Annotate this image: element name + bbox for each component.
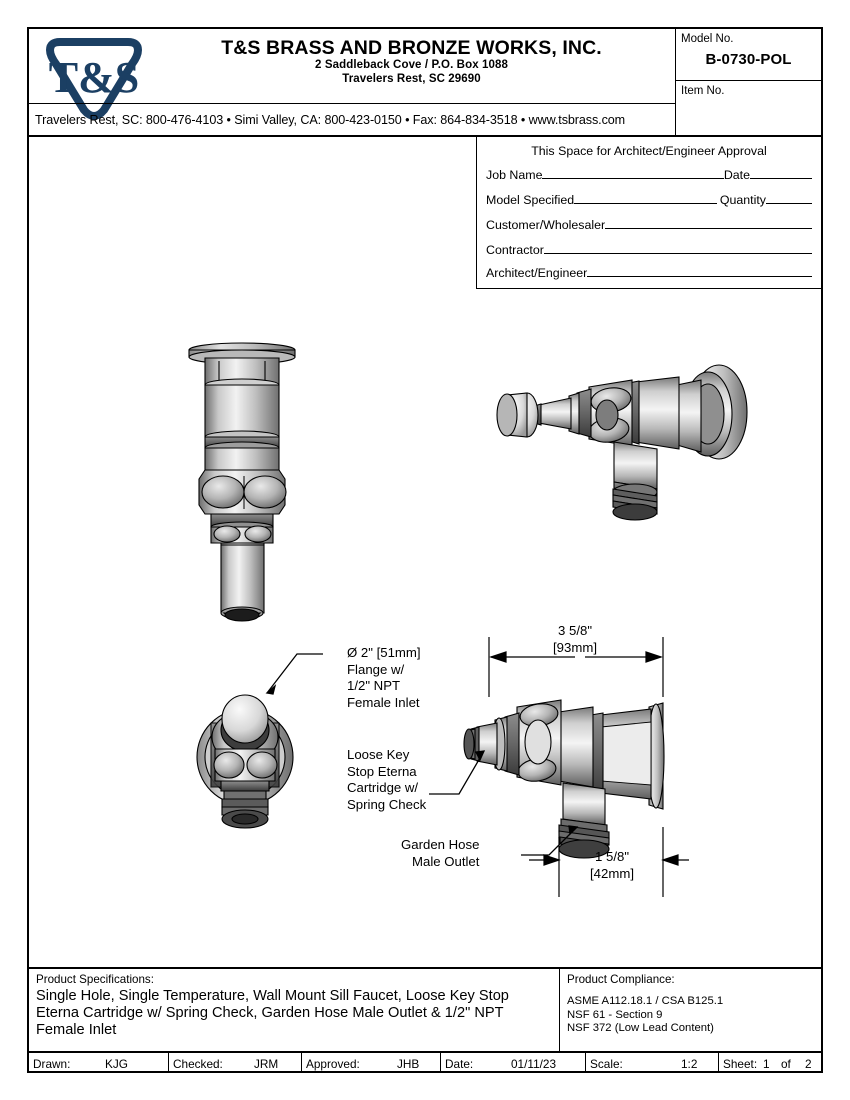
specifications-block [29,967,821,1051]
dim-outlet-imperial: 1 5/8" [594,849,629,864]
callout-cartridge-line2: Stop Eterna [347,763,417,779]
date-label: Date [723,168,750,182]
dimension-outlet-drop [564,849,660,882]
callout-cartridge-line4: Spring Check [347,796,427,812]
dim-overall-imperial: 3 5/8" [557,623,592,638]
page-header [29,29,821,137]
company-address-line2: Travelers Rest, SC 29690 [342,72,481,85]
product-specifications-text: Single Hole, Single Temperature, Wall Mount Sill Faucet, Loose Key Stop Eterna Cartridge w/ Spring Check, Garden Hose Male Outlet & 1/2" NPT Female Inlet [36,988,509,1038]
callout-garden-hose-line2: Male Outlet [412,853,480,869]
callout-cartridge-line3: Cartridge w/ [347,780,419,795]
quantity-label: Quantity [719,193,766,207]
drawing-vertical-view [189,343,295,621]
drawing-front-view [197,695,293,828]
contractor-label: Contractor [486,243,544,257]
sheet-value: 1 [763,1057,770,1071]
sheet-total: 2 [805,1057,812,1071]
compliance-item-3: NSF 372 (Low Lead Content) [567,1022,714,1035]
model-specified-label: Model Specified [486,193,575,207]
contact-info: Travelers Rest, SC: 800-476-4103 • Simi Valley, CA: 800-423-0150 • Fax: 864-834-3518 • www.tsbrass.com [35,113,626,127]
callout-cartridge-line1: Loose Key [347,747,410,762]
contact-row [29,103,675,135]
company-block [154,37,669,86]
product-specifications [29,969,559,1051]
drawing-side-view [464,700,664,858]
model-no-cell [676,29,821,81]
sheet-label: Sheet: [723,1057,758,1071]
titleblock-sheet [719,1053,821,1073]
approved-value: JHB [397,1057,420,1071]
dim-outlet-metric: [42mm] [590,865,634,881]
logo-text: T&S [48,53,140,102]
product-compliance-title: Product Compliance: [567,973,675,986]
callout-flange-line1: Ø 2" [51mm] [347,645,421,660]
titleblock-date [441,1053,586,1073]
drawn-label: Drawn: [33,1057,71,1071]
compliance-item-1: ASME A112.18.1 / CSA B125.1 [567,995,724,1007]
product-specifications-title: Product Specifications: [36,973,154,986]
callout-flange [347,645,421,711]
checked-value: JRM [254,1057,279,1071]
callout-flange-line3: 1/2" NPT [347,678,401,693]
callout-flange-line4: Female Inlet [347,694,420,710]
title-block [29,1051,821,1073]
titleblock-drawn [29,1053,169,1073]
sheet-of-label: of [781,1057,791,1071]
customer-wholesaler-label: Customer/Wholesaler [486,218,606,232]
drawing-area [29,137,821,967]
dimension-overall-length [525,623,625,656]
drawing-isometric-view [497,365,747,567]
date-value: 01/11/23 [511,1057,557,1071]
header-left [29,29,675,135]
callout-cartridge [347,747,426,813]
drawn-value: KJG [105,1057,128,1071]
header-right [675,29,821,135]
dim-overall-metric: [93mm] [553,639,597,655]
titleblock-scale [586,1053,719,1073]
compliance-item-2: NSF 61 - Section 9 [567,1008,663,1021]
approval-title: This Space for Architect/Engineer Approval [531,144,767,158]
product-compliance [559,969,821,1051]
callout-garden-hose [401,837,479,870]
architect-engineer-label: Architect/Engineer [486,266,588,280]
spec-sheet-page [27,27,823,1073]
scale-value: 1:2 [681,1057,698,1071]
titleblock-approved [302,1053,441,1073]
date-label-tb: Date: [445,1057,474,1071]
scale-label: Scale: [590,1057,623,1071]
job-name-label: Job Name [486,168,543,182]
callout-garden-hose-line1: Garden Hose [401,837,480,852]
callout-flange-line2: Flange w/ [347,661,405,677]
titleblock-checked [169,1053,302,1073]
item-no-cell [676,81,821,135]
model-no-value: B-0730-POL [705,51,792,68]
company-address-line1: 2 Saddleback Cove / P.O. Box 1088 [315,59,508,71]
model-no-label: Model No. [681,33,734,45]
product-compliance-list [567,995,815,1036]
item-no-label: Item No. [681,85,725,97]
checked-label: Checked: [173,1057,223,1071]
approved-label: Approved: [306,1057,360,1071]
company-name: T&S BRASS AND BRONZE WORKS, INC. [221,37,602,59]
